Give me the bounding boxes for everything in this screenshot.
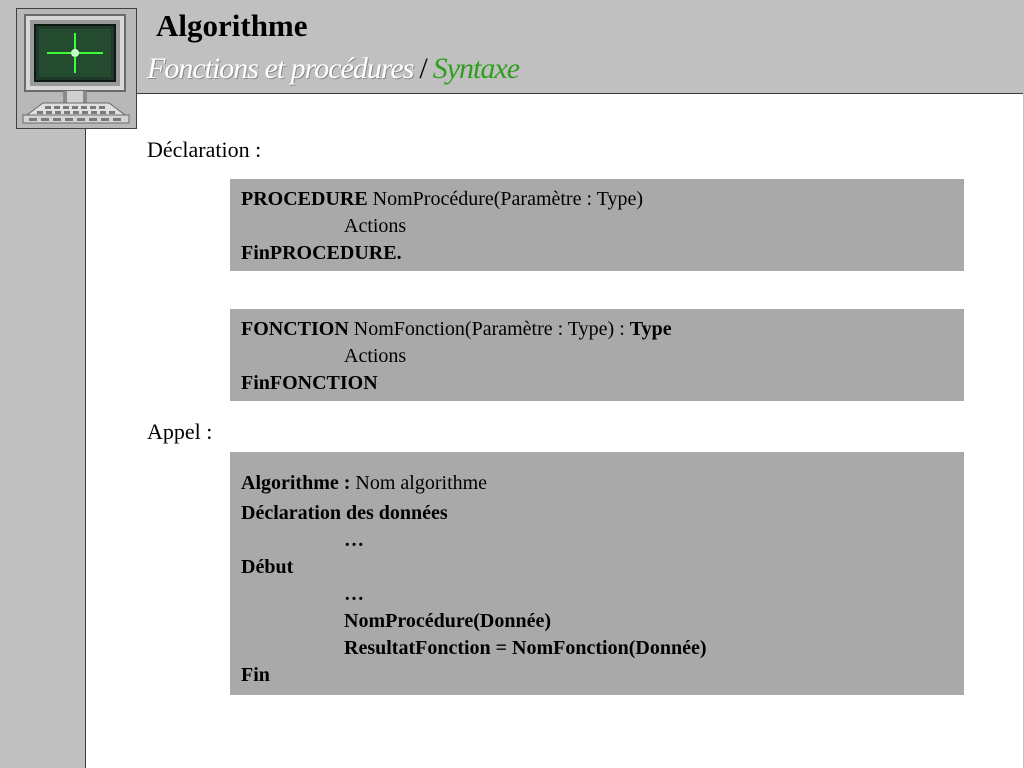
- computer-monitor-icon: [16, 8, 137, 129]
- code-line: [241, 470, 953, 497]
- keyword-procedure: PROCEDURE: [241, 188, 368, 210]
- procedure-actions: Actions: [344, 215, 407, 237]
- function-actions: Actions: [344, 345, 407, 367]
- keyword-algorithme: Algorithme :: [241, 472, 356, 494]
- subtitle-main: Fonctions et procédures: [147, 52, 414, 85]
- function-return-type: Type: [629, 318, 672, 340]
- function-code-block: [230, 309, 964, 401]
- page-subtitle: [147, 52, 519, 85]
- code-line: [241, 316, 953, 343]
- debut-line: Début: [241, 556, 294, 578]
- call-code-block: [230, 452, 964, 695]
- subtitle-accent: Syntaxe: [432, 52, 520, 85]
- keyword-fonction: FONCTION: [241, 318, 349, 340]
- appel-label: Appel :: [147, 419, 213, 444]
- procedure-end: FinPROCEDURE.: [241, 242, 402, 264]
- declaration-label: Déclaration :: [147, 137, 262, 162]
- subtitle-separator: /: [419, 52, 427, 85]
- page-title: Algorithme: [156, 8, 308, 43]
- ellipsis-line: …: [344, 583, 364, 605]
- data-declaration-line: Déclaration des données: [241, 502, 448, 524]
- procedure-call-line: NomProcédure(Donnée): [344, 610, 551, 632]
- ellipsis-line: …: [344, 529, 364, 551]
- procedure-signature: NomProcédure(Paramètre : Type): [367, 188, 644, 210]
- code-line: [241, 186, 953, 213]
- function-end: FinFONCTION: [241, 372, 378, 394]
- fin-line: Fin: [241, 664, 270, 686]
- algorithm-name: Nom algorithme: [355, 472, 488, 494]
- function-signature: NomFonction(Paramètre : Type) :: [348, 318, 630, 340]
- procedure-code-block: [230, 179, 964, 271]
- function-call-line: ResultatFonction = NomFonction(Donnée): [344, 637, 707, 659]
